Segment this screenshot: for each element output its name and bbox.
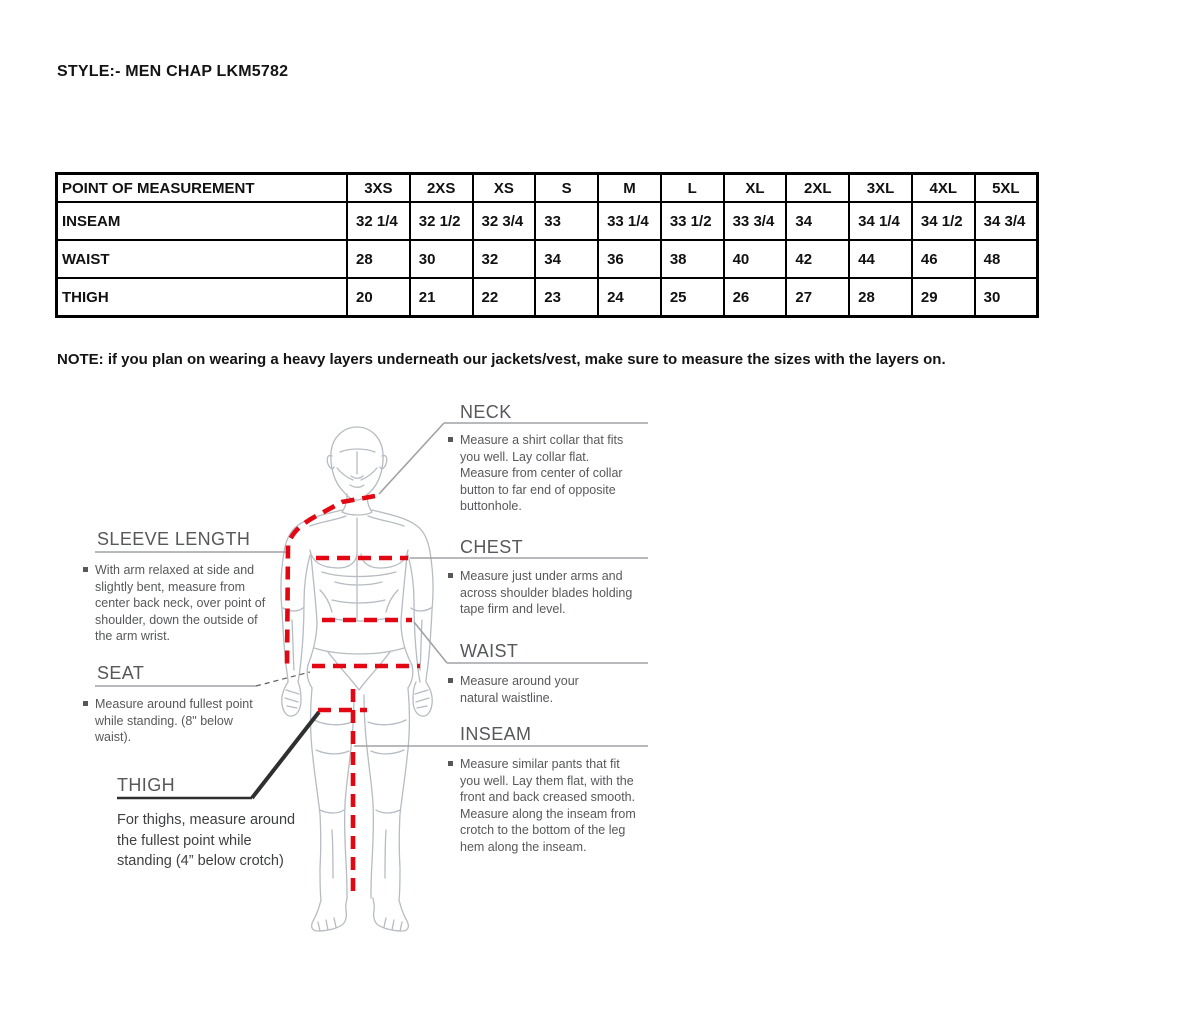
inseam-heading: INSEAM — [460, 724, 532, 744]
seat-leader-dashed-line — [256, 672, 310, 686]
size-value-cell: 48 — [975, 240, 1038, 278]
size-value-cell: 32 1/2 — [410, 202, 473, 240]
size-value-cell: 34 3/4 — [975, 202, 1038, 240]
waist-heading: WAIST — [460, 641, 519, 661]
col-header-size: 4XL — [912, 174, 975, 203]
seat-instruction — [83, 696, 259, 746]
size-value-cell: 33 1/2 — [661, 202, 724, 240]
col-header-size: XS — [473, 174, 536, 203]
bullet-square-icon — [448, 678, 453, 683]
col-header-size: M — [598, 174, 661, 203]
col-header-size: XL — [724, 174, 787, 203]
size-value-cell: 34 — [535, 240, 598, 278]
table-row — [57, 240, 1038, 278]
neck-instruction — [448, 432, 644, 515]
sleeve-length-heading: SLEEVE LENGTH — [97, 529, 251, 549]
size-value-cell: 34 1/4 — [849, 202, 912, 240]
bullet-square-icon — [83, 567, 88, 572]
size-table — [55, 172, 1039, 318]
size-value-cell: 33 3/4 — [724, 202, 787, 240]
size-value-cell: 44 — [849, 240, 912, 278]
note-text: NOTE: if you plan on wearing a heavy layers underneath our jackets/vest, make sure to measure the sizes with the layers on. — [57, 351, 946, 368]
col-header-size: 2XS — [410, 174, 473, 203]
row-label: INSEAM — [57, 202, 348, 240]
bullet-square-icon — [448, 573, 453, 578]
size-value-cell: 28 — [849, 278, 912, 317]
table-row — [57, 202, 1038, 240]
bullet-square-icon — [83, 701, 88, 706]
neck-instruction-text: Measure a shirt collar that fits you well. Lay collar flat. Measure from center of collar button to far end of opposite buttonhole. — [460, 433, 624, 513]
size-value-cell: 34 1/2 — [912, 202, 975, 240]
chest-heading: CHEST — [460, 537, 524, 557]
sleeve-length-instruction-text: With arm relaxed at side and slightly bent, measure from center back neck, over point of shoulder, down the outside of the arm wrist. — [95, 563, 266, 643]
size-value-cell: 23 — [535, 278, 598, 317]
bullet-square-icon — [448, 437, 453, 442]
size-value-cell: 32 3/4 — [473, 202, 536, 240]
size-value-cell: 22 — [473, 278, 536, 317]
col-header-size: 3XL — [849, 174, 912, 203]
bullet-square-icon — [448, 761, 453, 766]
measurement-dash-lines — [287, 496, 420, 892]
inseam-instruction — [448, 756, 644, 855]
size-value-cell: 28 — [347, 240, 410, 278]
seat-instruction-text: Measure around fullest point while standing. (8" below waist). — [95, 697, 253, 744]
size-value-cell: 29 — [912, 278, 975, 317]
thigh-heading: THIGH — [117, 775, 175, 795]
size-value-cell: 30 — [410, 240, 473, 278]
size-value-cell: 36 — [598, 240, 661, 278]
page-title: STYLE:- MEN CHAP LKM5782 — [57, 63, 289, 80]
col-header-size: 5XL — [975, 174, 1038, 203]
chest-instruction — [448, 568, 644, 618]
neck-heading: NECK — [460, 402, 512, 422]
size-value-cell: 32 — [473, 240, 536, 278]
size-value-cell: 46 — [912, 240, 975, 278]
waist-instruction — [448, 673, 618, 706]
thigh-instruction-text: For thighs, measure around the fullest point while standing (4” below crotch) — [117, 812, 296, 870]
size-value-cell: 27 — [786, 278, 849, 317]
size-value-cell: 33 1/4 — [598, 202, 661, 240]
table-header-row — [57, 174, 1038, 203]
row-label: WAIST — [57, 240, 348, 278]
size-value-cell: 21 — [410, 278, 473, 317]
measurement-guide — [70, 390, 650, 935]
size-value-cell: 25 — [661, 278, 724, 317]
size-value-cell: 40 — [724, 240, 787, 278]
col-header-size: 2XL — [786, 174, 849, 203]
sleeve-length-instruction — [83, 562, 275, 645]
inseam-instruction-text: Measure similar pants that fit you well. Lay them flat, with the front and back creased smooth. Measure along the inseam from crotch to the bottom of the leg hem along the inseam. — [460, 757, 636, 854]
size-value-cell: 20 — [347, 278, 410, 317]
size-value-cell: 34 — [786, 202, 849, 240]
col-header-point-of-measurement: POINT OF MEASUREMENT — [57, 174, 348, 203]
size-value-cell: 26 — [724, 278, 787, 317]
seat-heading: SEAT — [97, 663, 145, 683]
waist-instruction-text: Measure around your natural waistline. — [460, 674, 579, 705]
size-value-cell: 30 — [975, 278, 1038, 317]
size-value-cell: 33 — [535, 202, 598, 240]
size-value-cell: 42 — [786, 240, 849, 278]
size-value-cell: 38 — [661, 240, 724, 278]
col-header-size: S — [535, 174, 598, 203]
size-value-cell: 24 — [598, 278, 661, 317]
neck-sleeve-measure-line — [287, 496, 375, 667]
size-value-cell: 32 1/4 — [347, 202, 410, 240]
col-header-size: L — [661, 174, 724, 203]
chest-instruction-text: Measure just under arms and across shoulder blades holding tape firm and level. — [460, 569, 633, 616]
table-row — [57, 278, 1038, 317]
col-header-size: 3XS — [347, 174, 410, 203]
row-label: THIGH — [57, 278, 348, 317]
